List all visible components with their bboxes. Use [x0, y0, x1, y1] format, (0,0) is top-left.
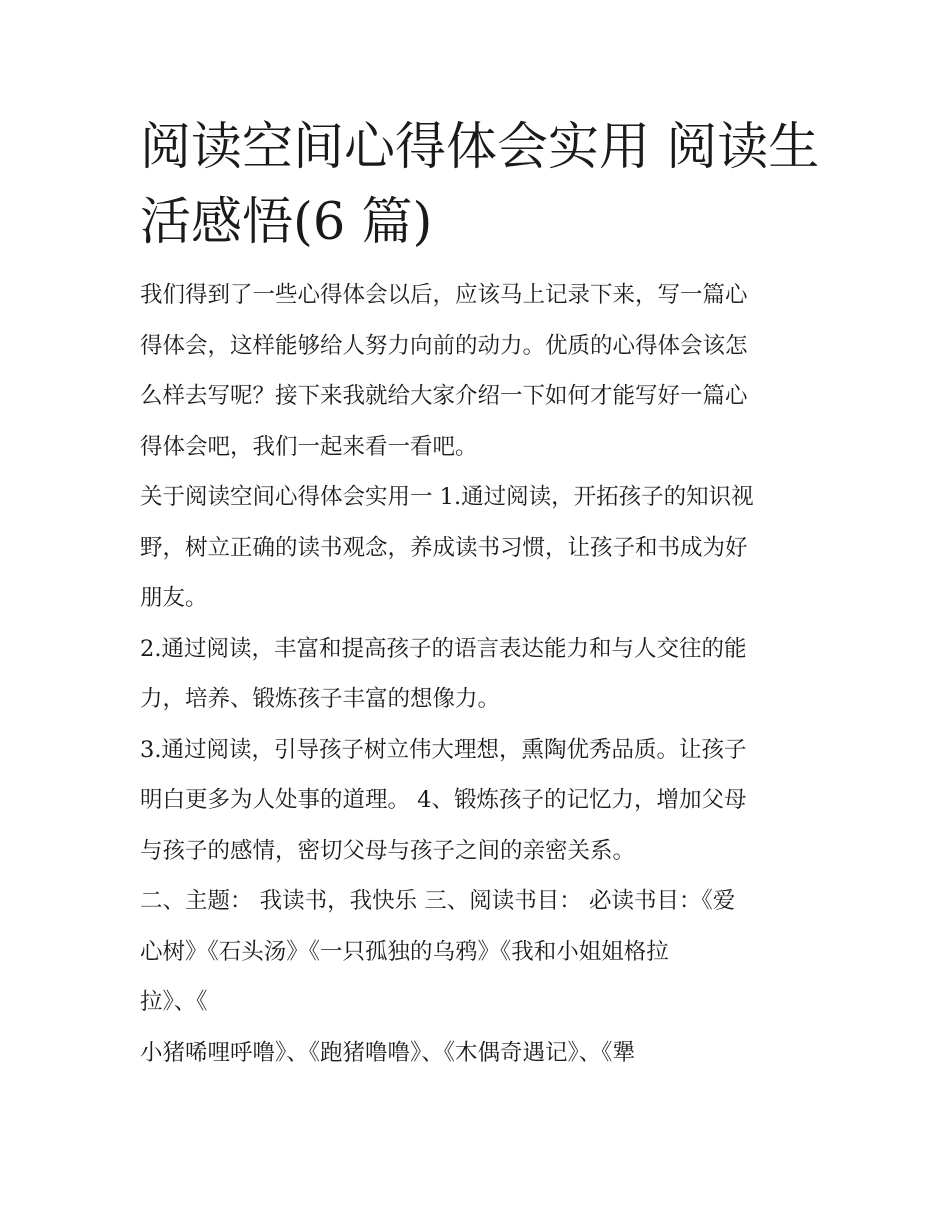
document-title [140, 110, 820, 260]
body-paragraph-2 [140, 624, 820, 725]
title-line: 阅读空间心得体会实用 阅读生 [140, 118, 820, 177]
text-line: 小猪唏哩呼噜》、《跑猪噜噜》、《木偶奇遇记》、《犟 [140, 1039, 636, 1066]
intro-paragraph [140, 270, 820, 472]
text-line: 力，培养、锻炼孩子丰富的想像力。 [140, 686, 501, 712]
text-line: 二、主题： 我读书，我快乐 三、阅读书目： 必读书目：《爱 [140, 888, 736, 914]
text-line: 明白更多为人处事的道理。 4、锻炼孩子的记忆力，增加父母 [140, 787, 747, 813]
body-paragraph-4 [140, 876, 820, 1078]
text-line: 3.通过阅读，引导孩子树立伟大理想，熏陶优秀品质。让孩子 [140, 736, 747, 763]
text-line: 心树》《石头汤》《一只孤独的乌鸦》《我和小姐姐格拉 [140, 938, 669, 965]
text-line: 2.通过阅读，丰富和提高孩子的语言表达能力和与人交往的能 [140, 635, 747, 662]
text-line: 关于阅读空间心得体会实用一 1.通过阅读，开拓孩子的知识视 [140, 484, 754, 510]
text-line: 得体会，这样能够给人努力向前的动力。优质的心得体会该怎 [140, 332, 748, 359]
body-paragraph-3 [140, 725, 820, 877]
text-line: 朋友。 [140, 585, 208, 611]
text-line: 野，树立正确的读书观念，养成读书习惯，让孩子和书成为好 [140, 534, 748, 561]
title-line: 活感悟(6 篇) [140, 193, 433, 252]
text-line: 么样去写呢？接下来我就给大家介绍一下如何才能写好一篇心 [140, 383, 748, 409]
text-line: 与孩子的感情，密切父母与孩子之间的亲密关系。 [140, 837, 636, 864]
text-line: 我们得到了一些心得体会以后，应该马上记录下来，写一篇心 [140, 282, 748, 308]
text-line: 得体会吧，我们一起来看一看吧。 [140, 433, 478, 460]
document-page [140, 110, 820, 1078]
body-paragraph-1 [140, 472, 820, 624]
text-line: 拉》、《 [140, 989, 208, 1015]
